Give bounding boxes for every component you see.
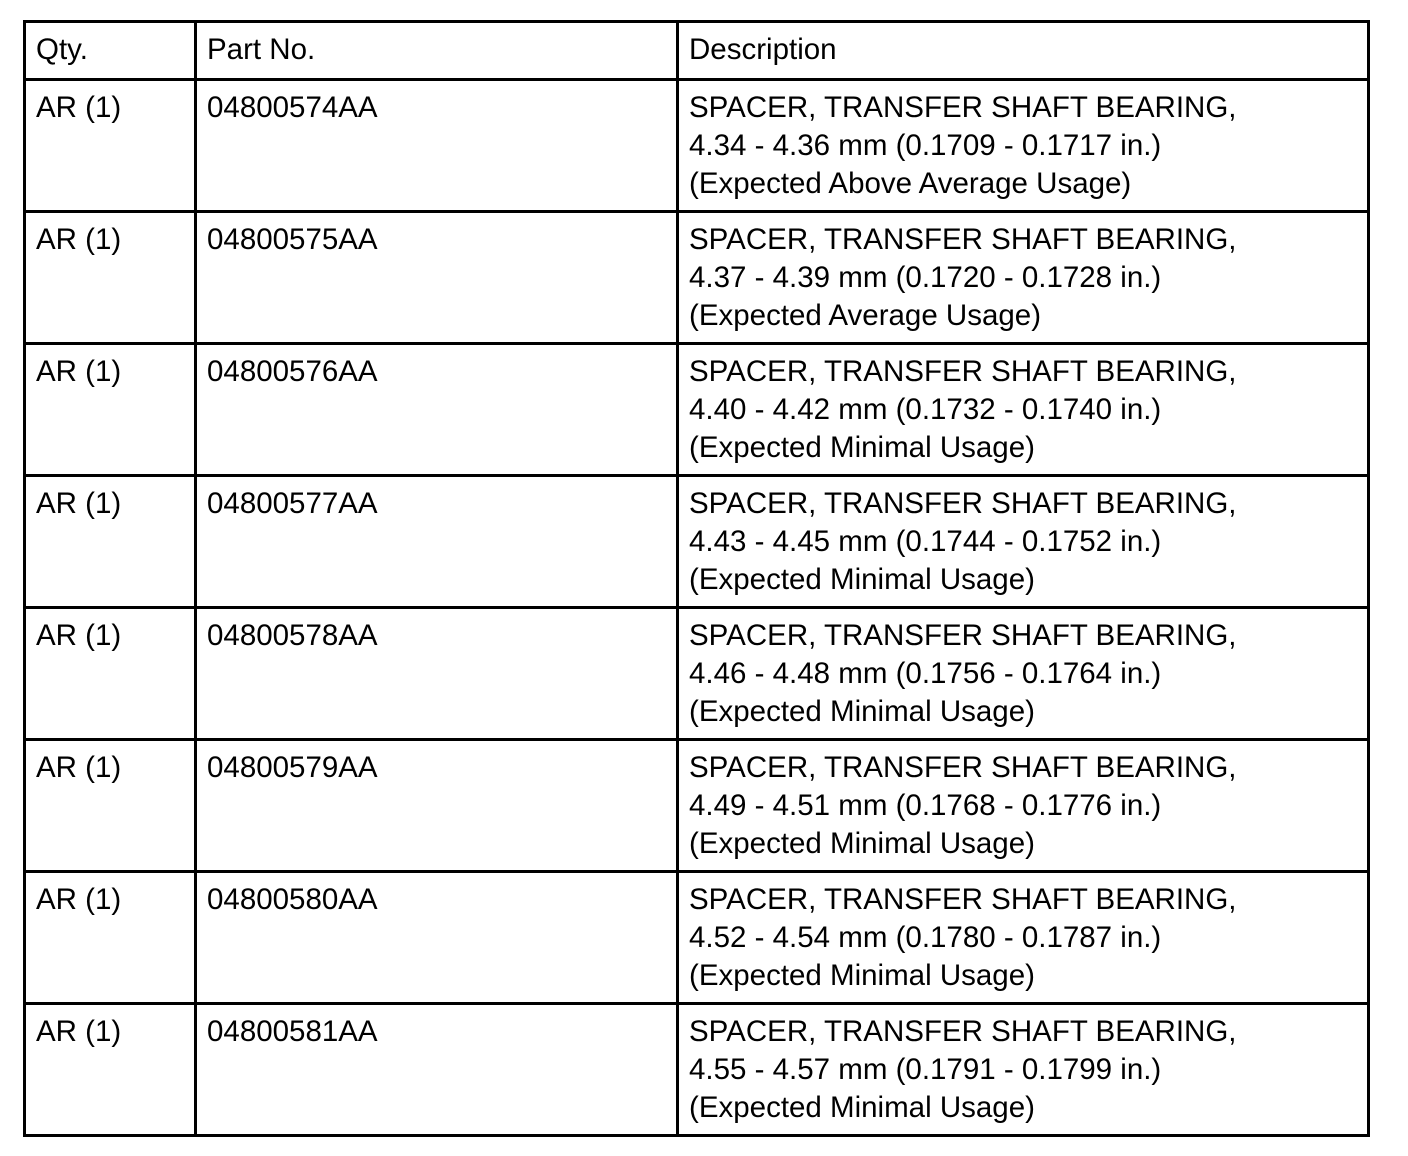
description-line-3: (Expected Average Usage) (689, 299, 1042, 332)
qty-cell: AR (1) (25, 872, 196, 1004)
qty-cell: AR (1) (25, 476, 196, 608)
table-row (25, 212, 1369, 344)
description-line-1: SPACER, TRANSFER SHAFT BEARING, (689, 91, 1237, 124)
table-row (25, 740, 1369, 872)
description-cell (678, 1004, 1369, 1136)
description-line-2: 4.43 - 4.45 mm (0.1744 - 0.1752 in.) (689, 525, 1162, 558)
part-no-cell: 04800578AA (196, 608, 678, 740)
description-line-2: 4.40 - 4.42 mm (0.1732 - 0.1740 in.) (689, 393, 1162, 426)
qty-cell: AR (1) (25, 740, 196, 872)
description-line-3: (Expected Minimal Usage) (689, 431, 1035, 464)
description-line-1: SPACER, TRANSFER SHAFT BEARING, (689, 223, 1237, 256)
table-row (25, 80, 1369, 212)
qty-cell: AR (1) (25, 344, 196, 476)
part-no-cell: 04800577AA (196, 476, 678, 608)
description-line-1: SPACER, TRANSFER SHAFT BEARING, (689, 619, 1237, 652)
description-line-2: 4.49 - 4.51 mm (0.1768 - 0.1776 in.) (689, 789, 1162, 822)
qty-cell: AR (1) (25, 80, 196, 212)
description-line-1: SPACER, TRANSFER SHAFT BEARING, (689, 751, 1237, 784)
description-line-2: 4.55 - 4.57 mm (0.1791 - 0.1799 in.) (689, 1053, 1162, 1086)
table-row (25, 872, 1369, 1004)
table-row (25, 344, 1369, 476)
description-line-2: 4.34 - 4.36 mm (0.1709 - 0.1717 in.) (689, 129, 1162, 162)
description-cell (678, 344, 1369, 476)
part-no-cell: 04800580AA (196, 872, 678, 1004)
qty-cell: AR (1) (25, 212, 196, 344)
description-line-1: SPACER, TRANSFER SHAFT BEARING, (689, 487, 1237, 520)
parts-table (23, 20, 1370, 1137)
description-line-3: (Expected Minimal Usage) (689, 563, 1035, 596)
description-line-3: (Expected Minimal Usage) (689, 959, 1035, 992)
table-header (25, 22, 1369, 80)
description-line-3: (Expected Minimal Usage) (689, 695, 1035, 728)
description-line-2: 4.52 - 4.54 mm (0.1780 - 0.1787 in.) (689, 921, 1162, 954)
table-body (25, 80, 1369, 1136)
part-no-cell: 04800575AA (196, 212, 678, 344)
description-line-2: 4.37 - 4.39 mm (0.1720 - 0.1728 in.) (689, 261, 1162, 294)
qty-cell: AR (1) (25, 608, 196, 740)
description-cell (678, 80, 1369, 212)
description-line-1: SPACER, TRANSFER SHAFT BEARING, (689, 1015, 1237, 1048)
header-qty: Qty. (25, 22, 196, 80)
description-cell (678, 872, 1369, 1004)
description-cell (678, 212, 1369, 344)
description-line-1: SPACER, TRANSFER SHAFT BEARING, (689, 355, 1237, 388)
header-row (25, 22, 1369, 80)
description-cell (678, 476, 1369, 608)
table-row (25, 1004, 1369, 1136)
part-no-cell: 04800581AA (196, 1004, 678, 1136)
description-line-3: (Expected Minimal Usage) (689, 1091, 1035, 1124)
description-cell (678, 740, 1369, 872)
table-row (25, 608, 1369, 740)
description-line-3: (Expected Minimal Usage) (689, 827, 1035, 860)
header-part-no: Part No. (196, 22, 678, 80)
description-cell (678, 608, 1369, 740)
description-line-2: 4.46 - 4.48 mm (0.1756 - 0.1764 in.) (689, 657, 1162, 690)
part-no-cell: 04800576AA (196, 344, 678, 476)
part-no-cell: 04800579AA (196, 740, 678, 872)
description-line-3: (Expected Above Average Usage) (689, 167, 1132, 200)
header-description: Description (678, 22, 1369, 80)
qty-cell: AR (1) (25, 1004, 196, 1136)
description-line-1: SPACER, TRANSFER SHAFT BEARING, (689, 883, 1237, 916)
part-no-cell: 04800574AA (196, 80, 678, 212)
table-row (25, 476, 1369, 608)
